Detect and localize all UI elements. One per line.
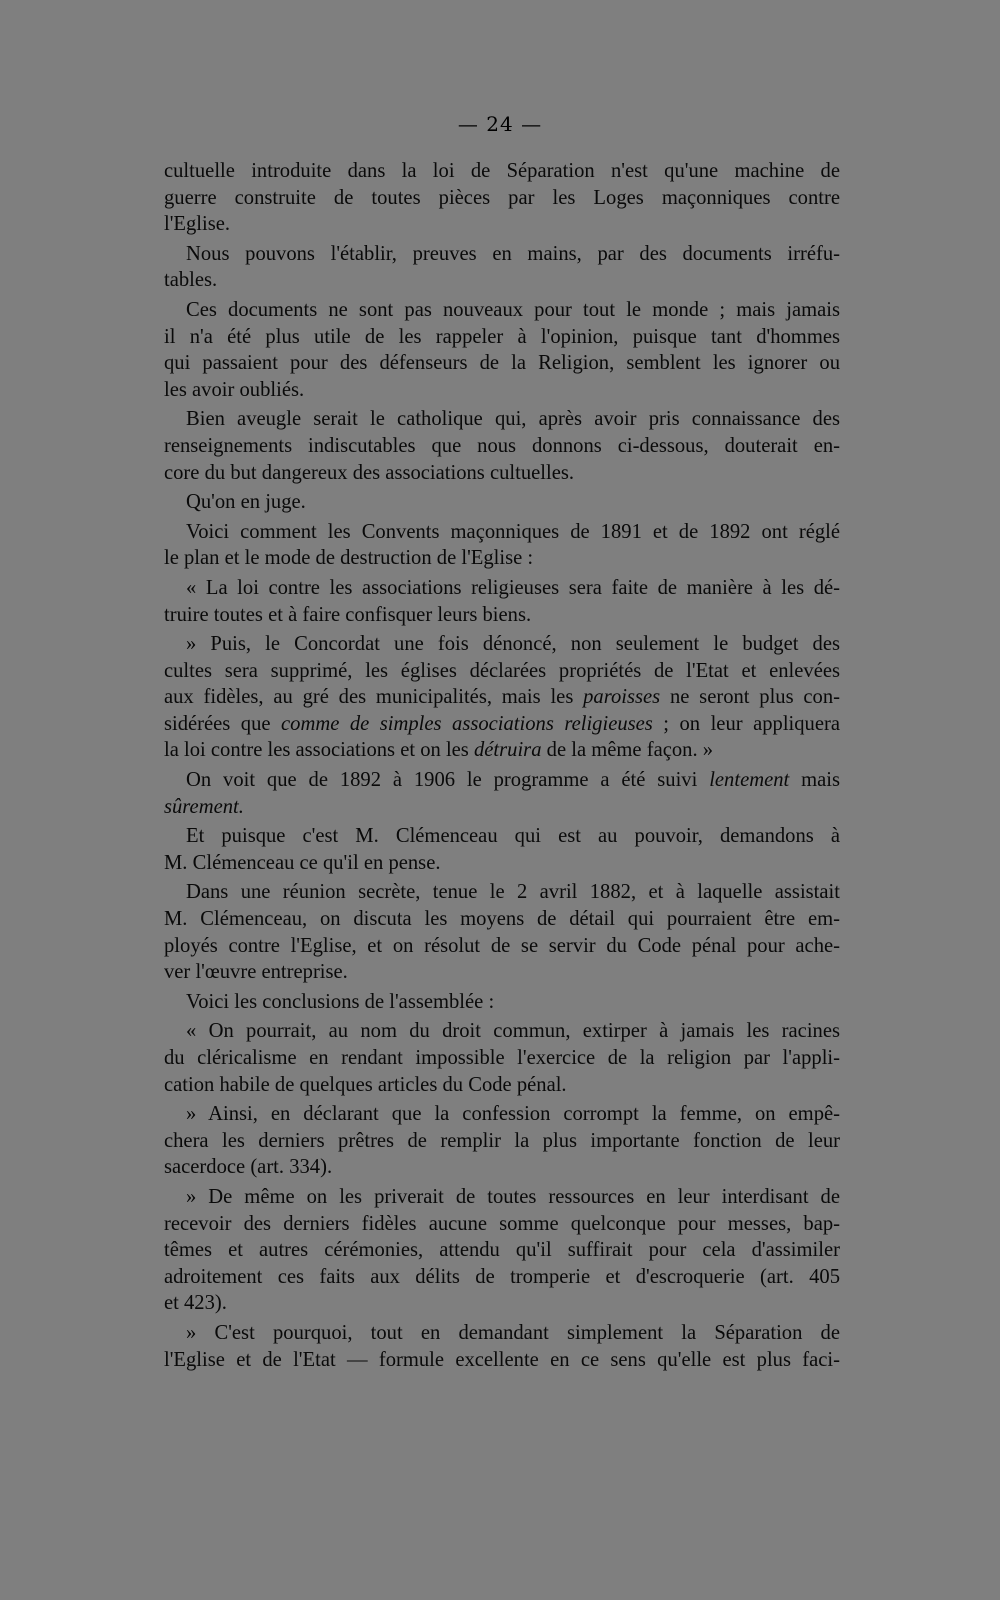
paragraph (164, 1018, 840, 1098)
text-line: core du but dangereux des associations cultuelles. (164, 461, 575, 484)
paragraph (164, 631, 840, 764)
paragraph (164, 241, 840, 294)
text-line: truire toutes et à faire confisquer leurs biens. (164, 603, 532, 626)
text-line: et 423). (164, 1292, 227, 1315)
text-line: il n'a été plus utile de les rappeler à l'opinion, puisque tant d'hommes (164, 325, 840, 348)
text-line: ver l'œuvre entreprise. (164, 961, 348, 984)
text-line: renseignements indiscutables que nous donnons ci-dessous, douterait en- (164, 434, 840, 457)
text-line: ployés contre l'Eglise, et on résolut de se servir du Code pénal pour ache- (164, 934, 840, 957)
text-line: » C'est pourquoi, tout en demandant simplement la Séparation de (186, 1321, 840, 1344)
paragraph (164, 406, 840, 486)
text-line: qui passaient pour des défenseurs de la Religion, semblent les ignorer ou (164, 352, 840, 375)
text-line: chera les derniers prêtres de remplir la plus importante fonction de leur (164, 1129, 840, 1152)
text-line: « La loi contre les associations religieuses sera faite de manière à les dé- (186, 576, 840, 599)
text-line: le plan et le mode de destruction de l'Eglise : (164, 547, 534, 570)
paragraph (164, 489, 840, 516)
text-line: cation habile de quelques articles du Code pénal. (164, 1073, 567, 1096)
text-line: l'Eglise. (164, 213, 231, 236)
paragraph (164, 1320, 840, 1373)
page-number: — 24 — (457, 112, 543, 136)
text-line: sacerdoce (art. 334). (164, 1156, 333, 1179)
text-line: cultes sera supprimé, les églises déclarées propriétés de l'Etat et enlevées (164, 659, 840, 682)
text-line: » Puis, le Concordat une fois dénoncé, non seulement le budget des (186, 633, 840, 656)
text-line: recevoir des derniers fidèles aucune somme quelconque pour messes, bap- (164, 1212, 840, 1235)
paragraph (164, 823, 840, 876)
text-line: têmes et autres cérémonies, attendu qu'il suffirait pour cela d'assimiler (164, 1239, 840, 1262)
paragraph (164, 519, 840, 572)
text-line: Bien aveugle serait le catholique qui, après avoir pris connaissance des (186, 408, 840, 431)
text-line: Voici les conclusions de l'assemblée : (186, 990, 495, 1013)
text-line: cultuelle introduite dans la loi de Séparation n'est qu'une machine de (164, 160, 840, 182)
paragraph (164, 1101, 840, 1181)
text-line: tables. (164, 269, 218, 292)
text-line: la loi contre les associations et on les détruira de la même façon. » (164, 739, 714, 762)
text-line: l'Eglise et de l'Etat — formule excellente en ce sens qu'elle est plus faci- (164, 1348, 840, 1371)
text-line: guerre construite de toutes pièces par les Loges maçonniques contre (164, 186, 840, 209)
paragraph (164, 879, 840, 985)
text-line: » Ainsi, en déclarant que la confession corrompt la femme, on empê- (186, 1103, 840, 1126)
text-line: M. Clémenceau ce qu'il en pense. (164, 851, 441, 874)
text-line: les avoir oubliés. (164, 378, 305, 401)
italic-phrase: paroisses (583, 686, 661, 709)
paragraph (164, 989, 840, 1016)
paragraph (164, 1184, 840, 1317)
body-text (164, 158, 840, 1373)
text-line: Nous pouvons l'établir, preuves en mains, par des documents irréfu- (186, 242, 840, 265)
text-line: adroitement ces faits aux délits de tromperie et d'escroquerie (art. 405 (164, 1265, 840, 1288)
paragraph (164, 297, 840, 403)
paragraph (164, 767, 840, 820)
text-line: du cléricalisme en rendant impossible l'exercice de la religion par l'appli- (164, 1047, 840, 1069)
text-line: « On pourrait, au nom du droit commun, extirper à jamais les racines (186, 1020, 840, 1043)
text-line: Et puisque c'est M. Clémenceau qui est au pouvoir, demandons à (186, 825, 840, 848)
text-line: sidérées que comme de simples associations religieuses ; on leur appliquera (164, 712, 840, 735)
paragraph (164, 158, 840, 238)
text-line (164, 794, 840, 821)
text-line: Dans une réunion secrète, tenue le 2 avril 1882, et à laquelle assistait (186, 881, 840, 904)
text-line: aux fidèles, au gré des municipalités, mais les paroisses ne seront plus con- (164, 686, 840, 709)
text-line: Ces documents ne sont pas nouveaux pour tout le monde ; mais jamais (186, 298, 840, 321)
paragraph (164, 575, 840, 628)
italic-phrase: lentement (709, 769, 790, 792)
text-line: Qu'on en juge. (186, 491, 306, 514)
text-line: » De même on les priverait de toutes ressources en leur interdisant de (186, 1185, 840, 1208)
text-line: On voit que de 1892 à 1906 le programme a été suivi lentement mais (186, 769, 841, 792)
italic-phrase: sûrement. (164, 795, 244, 818)
italic-phrase: comme de simples associations religieuses (281, 712, 653, 735)
text-line: Voici comment les Convents maçonniques de 1891 et de 1892 ont réglé (186, 520, 840, 543)
italic-phrase: détruira (473, 739, 542, 762)
text-line: M. Clémenceau, on discuta les moyens de détail qui pourraient être em- (164, 908, 840, 931)
